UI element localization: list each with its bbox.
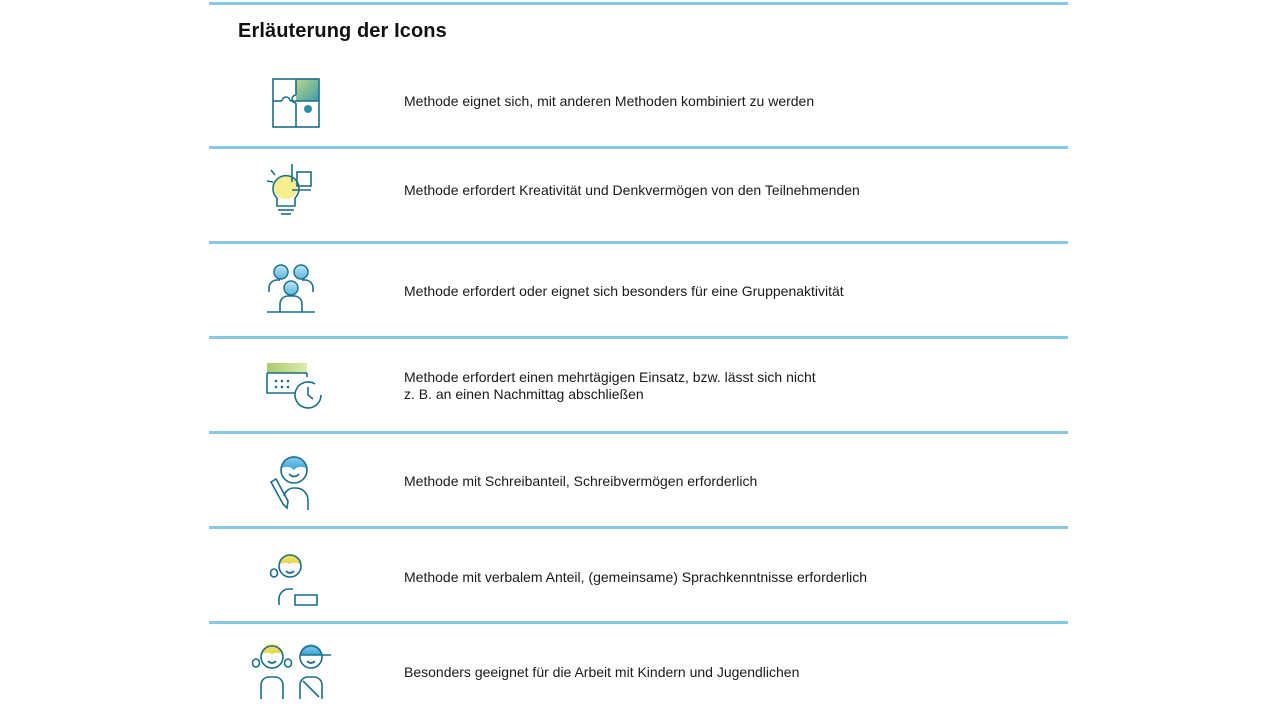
icon-legend-page: [209, 0, 1068, 720]
legend-row-multiday: [209, 339, 1068, 431]
legend-row-writing: [209, 434, 1068, 526]
legend-text: Besonders geeignet für die Arbeit mit Kindern und Jugendlichen: [404, 664, 800, 680]
legend-text: Methode mit Schreibanteil, Schreibvermögen erforderlich: [404, 473, 758, 489]
group-icon: [245, 258, 337, 322]
page-title: Erläuterung der Icons: [238, 20, 447, 42]
legend-row-group: [209, 244, 1068, 336]
legend-text: Methode erfordert Kreativität und Denkvermögen von den Teilnehmenden: [404, 182, 860, 198]
legend-text-line: z. B. an einen Nachmittag abschließen: [404, 386, 644, 402]
divider: [209, 2, 1068, 5]
puzzle-icon: [245, 69, 337, 133]
children-icon: [241, 638, 341, 702]
legend-text: Methode mit verbalem Anteil, (gemeinsame) Sprachkenntnisse erforderlich: [404, 569, 867, 585]
calendar-clock-icon: [245, 351, 337, 415]
legend-row-children: [209, 624, 1068, 720]
legend-row-verbal: [209, 529, 1068, 621]
legend-row-combine: [209, 60, 1068, 146]
legend-text-line: Methode erfordert einen mehrtägigen Einsatz, bzw. lässt sich nicht: [404, 369, 816, 385]
legend-text: [404, 369, 816, 403]
legend-text: Methode eignet sich, mit anderen Methoden kombiniert zu werden: [404, 93, 815, 109]
speaking-person-icon: [245, 545, 337, 609]
legend-text: Methode erfordert oder eignet sich besonders für eine Gruppenaktivität: [404, 283, 844, 299]
legend-row-creativity: [209, 149, 1068, 241]
lightbulb-icon: [245, 159, 337, 223]
writing-person-icon: [245, 450, 337, 514]
